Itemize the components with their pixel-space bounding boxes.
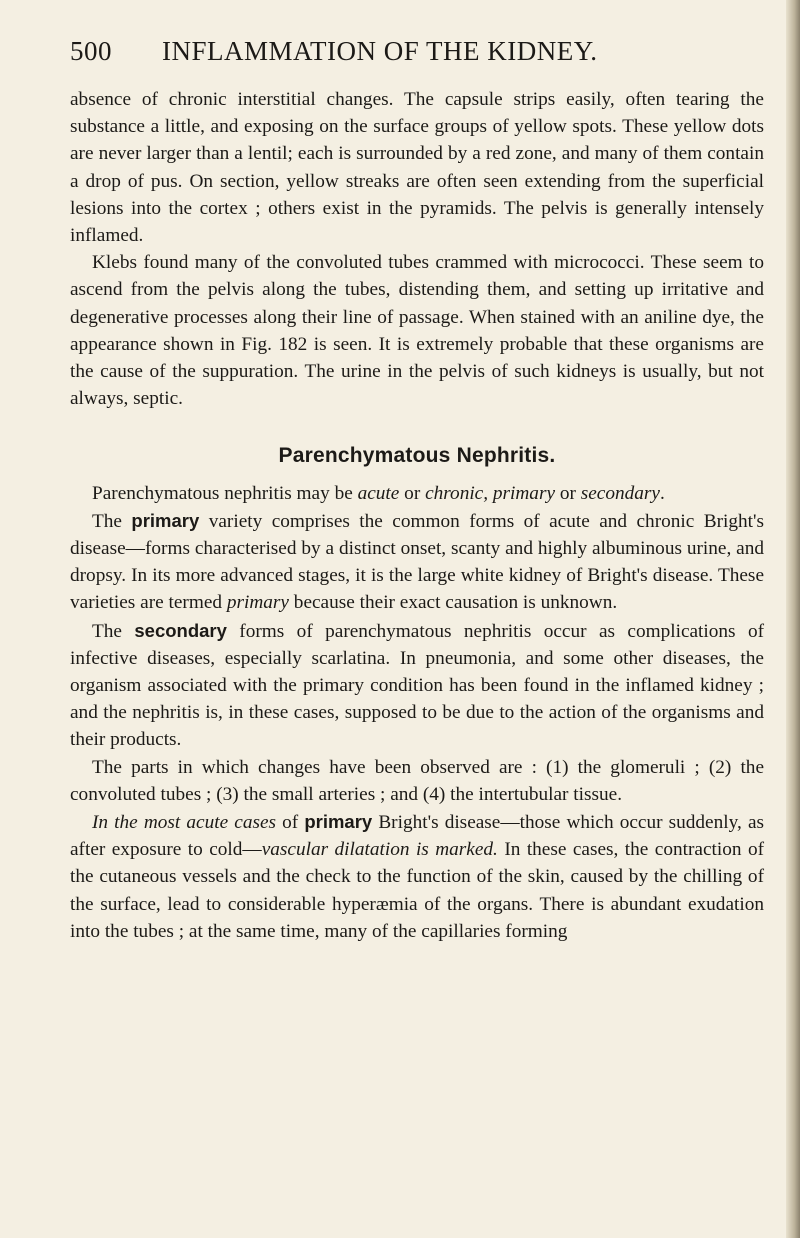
text-run: of <box>276 812 305 834</box>
text-run: or <box>399 482 426 504</box>
paragraph-5 <box>70 617 764 754</box>
page-edge-shadow <box>786 0 800 1238</box>
italic-run: In the most acute cases <box>92 812 277 834</box>
bold-run: primary <box>304 811 373 833</box>
italic-run: secondary <box>580 482 660 504</box>
paragraph-7 <box>70 808 764 945</box>
paragraph-4 <box>70 507 764 617</box>
paragraph-1: absence of chronic interstitial changes. The capsule strips easily, often tearing the substance a little, and exposing on the surface groups of yellow spots. These yellow dots are never larger than a lentil; each is surrounded by a red zone, and many of them contain a drop of pus. On section, yellow streaks are often seen extending from the superficial lesions into the cortex ; others exist in the pyramids. The pelvis is generally intensely inflamed. <box>70 89 764 247</box>
text-run: or <box>555 482 581 504</box>
running-title: INFLAMMATION OF THE KIDNEY. <box>162 36 598 66</box>
italic-run: chronic, primary <box>425 482 556 504</box>
text-run: The <box>92 620 135 642</box>
running-header <box>70 36 764 76</box>
italic-run: primary <box>226 592 289 614</box>
text-run: . <box>659 482 665 504</box>
paragraph-3 <box>70 480 764 507</box>
text-run: because their exact causation is unknown. <box>288 592 618 614</box>
paragraph-6: The parts in which changes have been observed are : (1) the glomeruli ; (2) the convoluted tubes ; (3) the small arteries ; and (4) the intertubular tissue. <box>70 756 764 805</box>
text-run: Bright's disease—those which occur suddenly, as after exposure to cold— <box>70 812 765 861</box>
bold-run: primary <box>131 509 200 531</box>
text-run: In these cases, the contraction of the cutaneous vessels and the check to the function of the skin, caused by the chilling of the surface, lead to considerable hyperæmia of the organs. There is abundant exudation into the tubes ; at the same time, many of the capillaries forming <box>70 839 765 942</box>
italic-run: acute <box>357 482 400 504</box>
text-run: forms of parenchymatous nephritis occur as complications of infective diseases, especially scarlatina. In pneumonia, and some other diseases, the organism associated with the primary condition has been found in the inflamed kidney ; and the nephritis is, in these cases, supposed to be due to the action of the organisms and their products. <box>70 620 765 751</box>
section-heading: Parenchymatous Nephritis. <box>278 444 556 468</box>
page-number: 500 <box>70 36 112 66</box>
bold-run: secondary <box>134 619 227 641</box>
paragraph-2: Klebs found many of the convoluted tubes crammed with micrococci. These seem to ascend from the pelvis along the tubes, distending them, and setting up irritative and degenerative processes along their line of passage. When stained with an aniline dye, the appearance shown in Fig. 182 is seen. It is extremely probable that these organisms are the cause of the suppuration. The urine in the pelvis of such kidneys is usually, but not always, septic. <box>70 252 764 410</box>
text-run: Parenchymatous nephritis may be <box>92 482 358 504</box>
italic-run: vascular dilatation is marked. <box>261 839 498 861</box>
text-run: The <box>92 510 132 532</box>
book-page <box>70 36 764 945</box>
text-run: variety comprises the common forms of acute and chronic Bright's disease—forms characterised by a distinct onset, scanty and highly albuminous urine, and dropsy. In its more advanced stages, it is the large white kidney of Bright's disease. These varieties are termed <box>70 510 765 614</box>
body-text <box>70 86 764 945</box>
